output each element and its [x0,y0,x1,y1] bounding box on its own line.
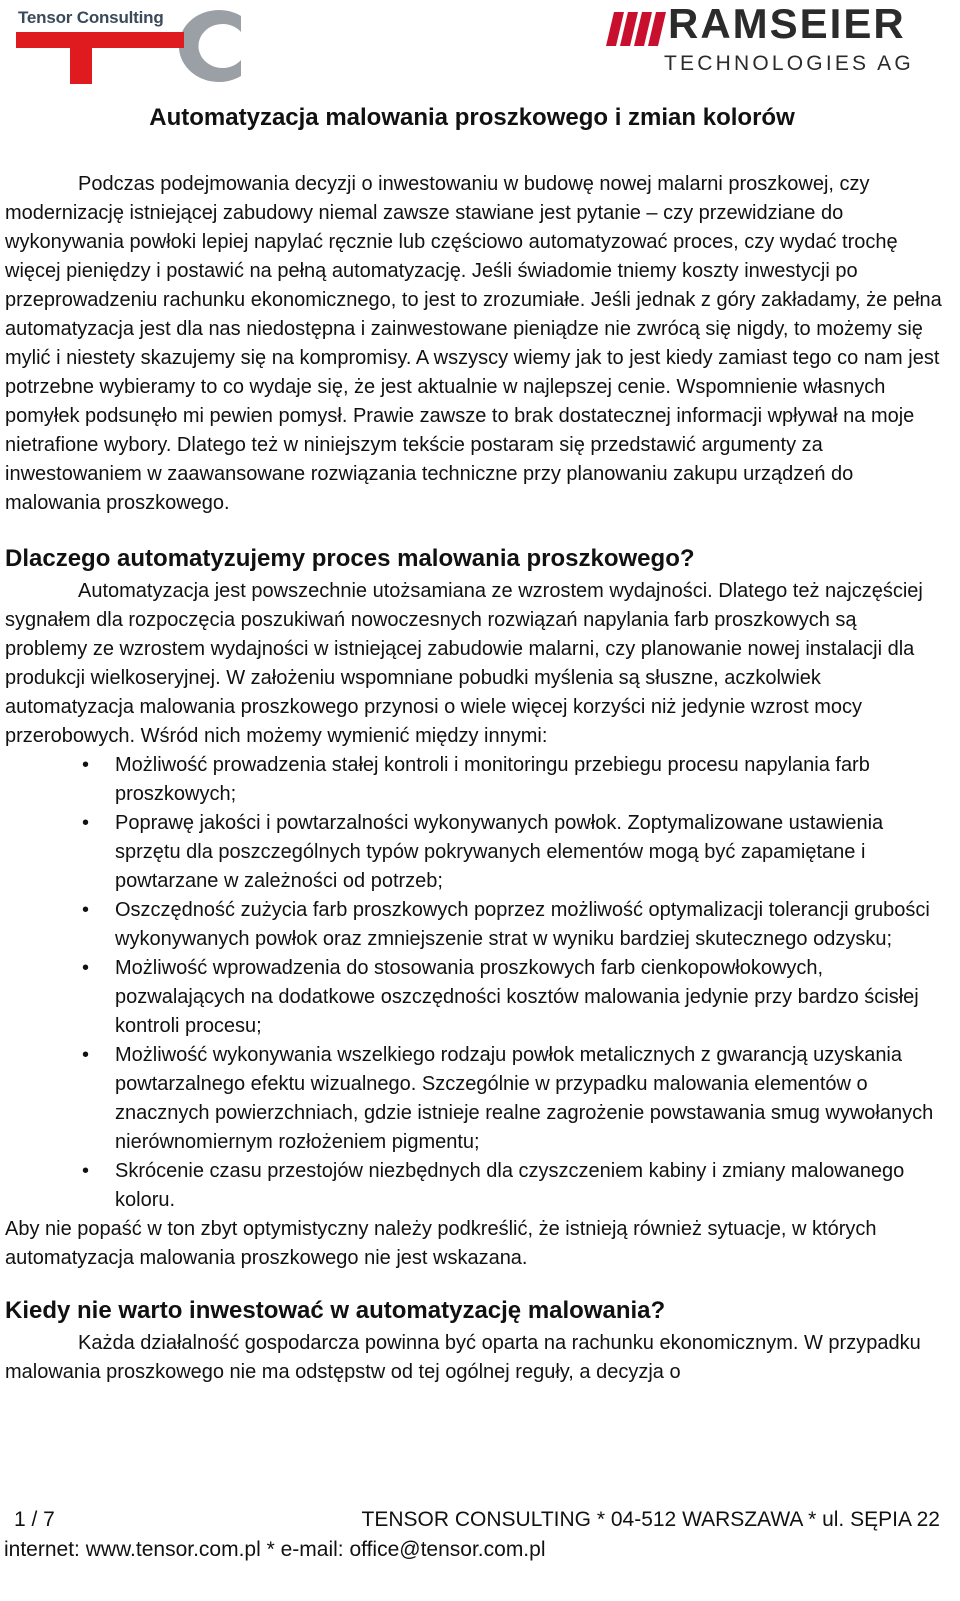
list-item: • Możliwość wykonywania wszelkiego rodzaju powłok metalicznych z gwarancją uzyskania powtarzalnego efektu wizualnego. Szczególnie w przypadku malowania elementów o znacznych powierzchniach, gdzie istnieje realne zagrożenie powstawania smug wywołanych nierównomiernym rozłożeniem pigmentu; [5,1041,943,1157]
section-heading-when-not-invest: Kiedy nie warto inwestować w automatyzację malowania? [5,1297,666,1324]
list-item: • Skrócenie czasu przestojów niezbędnych dla czyszczeniem kabiny i zmiany malowanego koloru. [5,1157,943,1215]
tensor-logo-text: Tensor Consulting [18,8,164,27]
ramseier-technologies-logo [606,0,936,76]
benefits-list [5,751,943,1215]
document-title: Automatyzacja malowania proszkowego i zmian kolorów [149,104,795,131]
intro-paragraph: Podczas podejmowania decyzji o inwestowaniu w budowę nowej malarni proszkowej, czy modernizację istniejącej zabudowy niemal zawsze stawiane jest pytanie – czy przewidziane do wykonywania powłoki lepiej napylać ręcznie lub częściowo automatyzować proces, czy wydać trochę więcej pieniędzy i postawić na pełną automatyzację. Jeśli świadomie tniemy koszty inwestycji po przeprowadzeniu rachunku ekonomicznego, to jest to zrozumiałe. Jeśli jednak z góry zakładamy, że pełna automatyzacja jest dla nas niedostępna i zainwestowane pieniądze nie zwrócą się nigdy, to możemy się mylić i niestety skazujemy się na kompromisy. A wszyscy wiemy jak to jest kiedy zamiast tego co nam jest potrzebne wybieramy to co wydaje się, że jest aktualnie w najlepszej cenie. Wspomnienie własnych pomyłek podsunęło mi pewien pomysł. Prawie zawsze to brak dostatecznej informacji wpływał na moje nietrafione wybory. Dlatego też w niniejszym tekście postaram się przedstawić argumenty za inwestowaniem w zaawansowane rozwiązania techniczne przy planowaniu zakupu urządzeń do malowania proszkowego. [5,173,942,514]
list-item: • Możliwość prowadzenia stałej kontroli i monitoringu przebiegu procesu napylania farb proszkowych; [5,751,943,809]
document-body [5,170,943,1387]
list-item: • Możliwość wprowadzenia do stosowania proszkowych farb cienkopowłokowych, pozwalających na dodatkowe oszczędności kosztów malowania jedynie przy bardzo ścisłej kontroli procesu; [5,954,943,1041]
page-number: 1 / 7 [14,1508,55,1531]
section-paragraph: Automatyzacja jest powszechnie utożsamiana ze wzrostem wydajności. Dlatego też najczęściej sygnałem dla rozpoczęcia poszukiwań nowoczesnych rozwiązań napylania farb proszkowych są problemy ze wzrostem wydajności w istniejącej zabudowie malarni, czy planowanie nowej instalacji dla produkcji wielkoseryjnej. W założeniu wspomniane pobudki myślenia są słuszne, aczkolwiek automatyzacja malowania proszkowego przynosi o wiele więcej korzyści niż jedynie wzrost mocy przerobowych. Wśród nich możemy wymienić między innymi: [5,580,923,747]
ramseier-logo-subtitle: TECHNOLOGIES AG [664,52,914,75]
list-item: • Oszczędność zużycia farb proszkowych poprzez możliwość optymalizacji tolerancji grubości wykonywanych powłok oraz zmniejszenie strat w wyniku bardziej skutecznego odzysku; [5,896,943,954]
footer-address: TENSOR CONSULTING * 04-512 WARSZAWA * ul. SĘPIA 22 [361,1508,940,1531]
section-paragraph: Każda działalność gospodarcza powinna być oparta na rachunku ekonomicznym. W przypadku malowania proszkowego nie ma odstępstw od tej ogólnej reguły, a decyzja o [5,1332,921,1383]
ramseier-stripes-icon [606,12,666,52]
footer-contact: internet: www.tensor.com.pl * e-mail: office@tensor.com.pl [4,1538,546,1561]
section-heading-why-automate: Dlaczego automatyzujemy proces malowania proszkowego? [5,545,695,572]
closing-paragraph: Aby nie popaść w ton zbyt optymistyczny należy podkreślić, że istnieją również sytuacje, w których automatyzacja malowania proszkowego nie jest wskazana. [5,1218,877,1269]
tensor-consulting-logo [16,4,248,86]
list-item: • Poprawę jakości i powtarzalności wykonywanych powłok. Zoptymalizowane ustawienia sprzętu dla poszczególnych typów pokrywanych elementów mogą być zapamiętane i powtarzane w zależności od potrzeb; [5,809,943,896]
ramseier-logo-name: RAMSEIER [668,0,906,47]
